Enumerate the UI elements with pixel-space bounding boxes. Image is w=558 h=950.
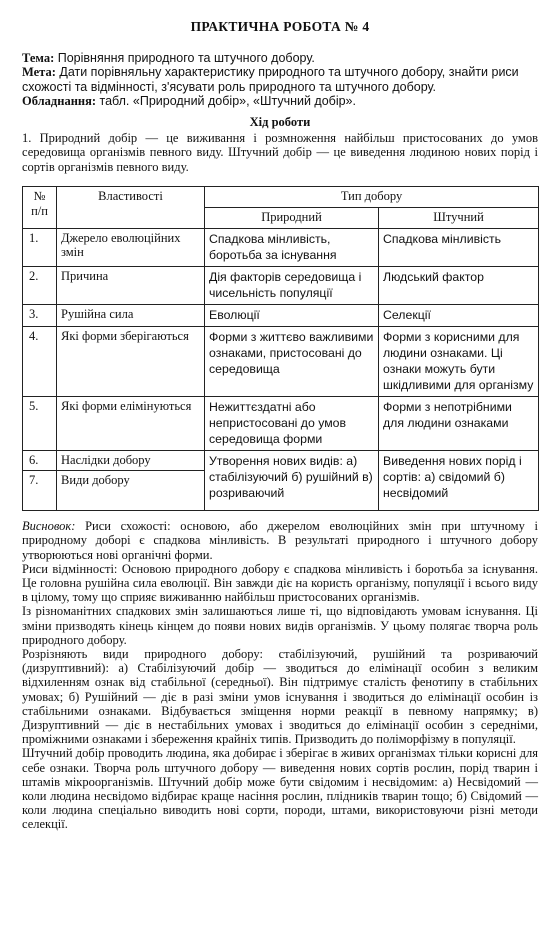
header-properties: Властивості xyxy=(57,187,205,228)
row-artificial: Спадкова мінливість xyxy=(379,228,539,266)
row-natural: Форми з життєво важливими ознаками, пристосовані до середовища xyxy=(205,326,379,396)
equipment-label: Обладнання: xyxy=(22,94,97,109)
table-header-row xyxy=(23,187,539,208)
page-title: ПРАКТИЧНА РОБОТА № 4 xyxy=(190,19,370,34)
conclusion-paragraph-4: Розрізняють види природного добору: стабілізуючий, рушійний та розриваючий (дизруптивний): а) Стабілізуючий добір — зводиться до елімінації особин з великим відхиленням ознак від стабільної (середньої). Він підтримує сталість фенотипу в стабільних умовах; б) Рушійний — діє в разі зміни умов існування і зводиться до елімінації особин із стабільними ознаками. Відбувається зміщення норми реакції в певному напрямку; в) Дизруптивний — діє в нестабільних умовах і зводиться до елімінації особин з середніми, проміжними ознаками і збереження крайніх типів. Призводить до поліморфізму в популяції. xyxy=(22,646,538,747)
merged-natural-cell: Утворення нових видів: а) стабілізуючий б) рушійний в) розриваючий xyxy=(205,450,379,511)
header-selection-type: Тип добору xyxy=(205,187,539,208)
conclusion-text-1: Риси схожості: основою, або джерелом еволюційних змін при штучному і природному доборі є спадкова мінливість. В результаті природного і штучного добору утворюються нові органічні форми. xyxy=(22,519,538,562)
step-1-text: 1. Природний добір — це виживання і розмноження найбільш пристосованих до умов середовища організмів певного виду. Штучний добір — це виведення людиною нових порід і сортів організмів певного виду. xyxy=(22,130,538,174)
row-number: 7. xyxy=(23,471,57,511)
row-number: 6. xyxy=(23,450,57,471)
conclusion-label: Висновок: xyxy=(22,519,76,534)
equipment-line xyxy=(22,94,538,109)
conclusion-paragraph-1 xyxy=(22,519,538,562)
row-number: 4. xyxy=(23,326,57,396)
row-property: Види добору xyxy=(57,471,205,511)
table-row xyxy=(23,326,539,396)
row-number: 1. xyxy=(23,228,57,266)
header-artificial: Штучний xyxy=(379,207,539,228)
table-row xyxy=(23,266,539,304)
row-number: 2. xyxy=(23,266,57,304)
row-artificial: Селекції xyxy=(379,304,539,326)
row-property: Причина xyxy=(57,266,205,304)
row-property: Рушійна сила xyxy=(57,304,205,326)
row-number: 3. xyxy=(23,304,57,326)
row-natural: Нежиттєздатні або непристосовані до умов середовища форми xyxy=(205,396,379,450)
conclusion-paragraph-5: Штучний добір проводить людина, яка добирає і зберігає в живих організмах тільки корисні для себе ознаки. Творча роль штучного добору — виведення нових сортів рослин, порід тварин і штамів мікроорганізмів. Штучний добір може бути свідомим і несвідомим: а) Несвідомий — коли людина несвідомо відбирає краще насіння рослин, плідників тварин тощо; б) Свідомий — коли людина спеціально виводить нові сорти, породи, штами, використовуючи різні методи селекції. xyxy=(22,746,538,832)
row-natural: Еволюції xyxy=(205,304,379,326)
comparison-table xyxy=(22,186,539,511)
goal-line xyxy=(22,65,538,94)
conclusion-paragraph-3: Із різноманітних спадкових змін залишаються лише ті, що відповідають умовам існування. Ці зміни призводять кінець кінцем до появи нових видів організмів. У цьому полягає творча роль природного добору. xyxy=(22,604,538,647)
row-artificial: Форми з корисними для людини ознаками. Ці ознаки можуть бути шкідливими для організму xyxy=(379,326,539,396)
topic-label: Тема: xyxy=(22,50,55,65)
table-row xyxy=(23,396,539,450)
document-page xyxy=(22,20,538,832)
header-number: № п/п xyxy=(23,187,57,228)
row-property: Джерело еволюційних змін xyxy=(57,228,205,266)
goal-label: Мета: xyxy=(22,65,56,80)
conclusion-paragraph-2: Риси відмінності: Основою природного добору є спадкова мінливість і боротьба за існування. Це головна рушійна сила еволюції. Він завжди діє на користь організму, популяції і всього виду в цілому, тому що сприяє виживанню найбільш пристосованих організмів. xyxy=(22,561,538,605)
topic-line xyxy=(22,51,538,66)
row-number: 5. xyxy=(23,396,57,450)
table-row xyxy=(23,450,539,471)
merged-artificial-cell: Виведення нових порід і сортів: а) свідомий б) несвідомий xyxy=(379,450,539,511)
procedure-heading: Хід роботи xyxy=(249,114,311,129)
row-property: Наслідки добору xyxy=(57,450,205,471)
table-row xyxy=(23,228,539,266)
table-row xyxy=(23,304,539,326)
conclusion-section xyxy=(22,519,538,831)
row-artificial: Людський фактор xyxy=(379,266,539,304)
topic-text: Порівняння природного та штучного добору. xyxy=(54,50,315,65)
goal-text: Дати порівняльну характеристику природного та штучного добору, знайти риси схожості та відмінності, з'ясувати роль природного та штучного добору. xyxy=(22,65,519,94)
header-natural: Природний xyxy=(205,207,379,228)
row-natural: Спадкова мінливість, боротьба за існування xyxy=(205,228,379,266)
equipment-text: табл. «Природний добір», «Штучний добір». xyxy=(96,94,356,109)
row-natural: Дія факторів середовища і чисельність популяції xyxy=(205,266,379,304)
work-meta xyxy=(22,51,538,109)
row-property: Які форми елімінуються xyxy=(57,396,205,450)
row-property: Які форми зберігаються xyxy=(57,326,205,396)
row-artificial: Форми з непотрібними для людини ознаками xyxy=(379,396,539,450)
